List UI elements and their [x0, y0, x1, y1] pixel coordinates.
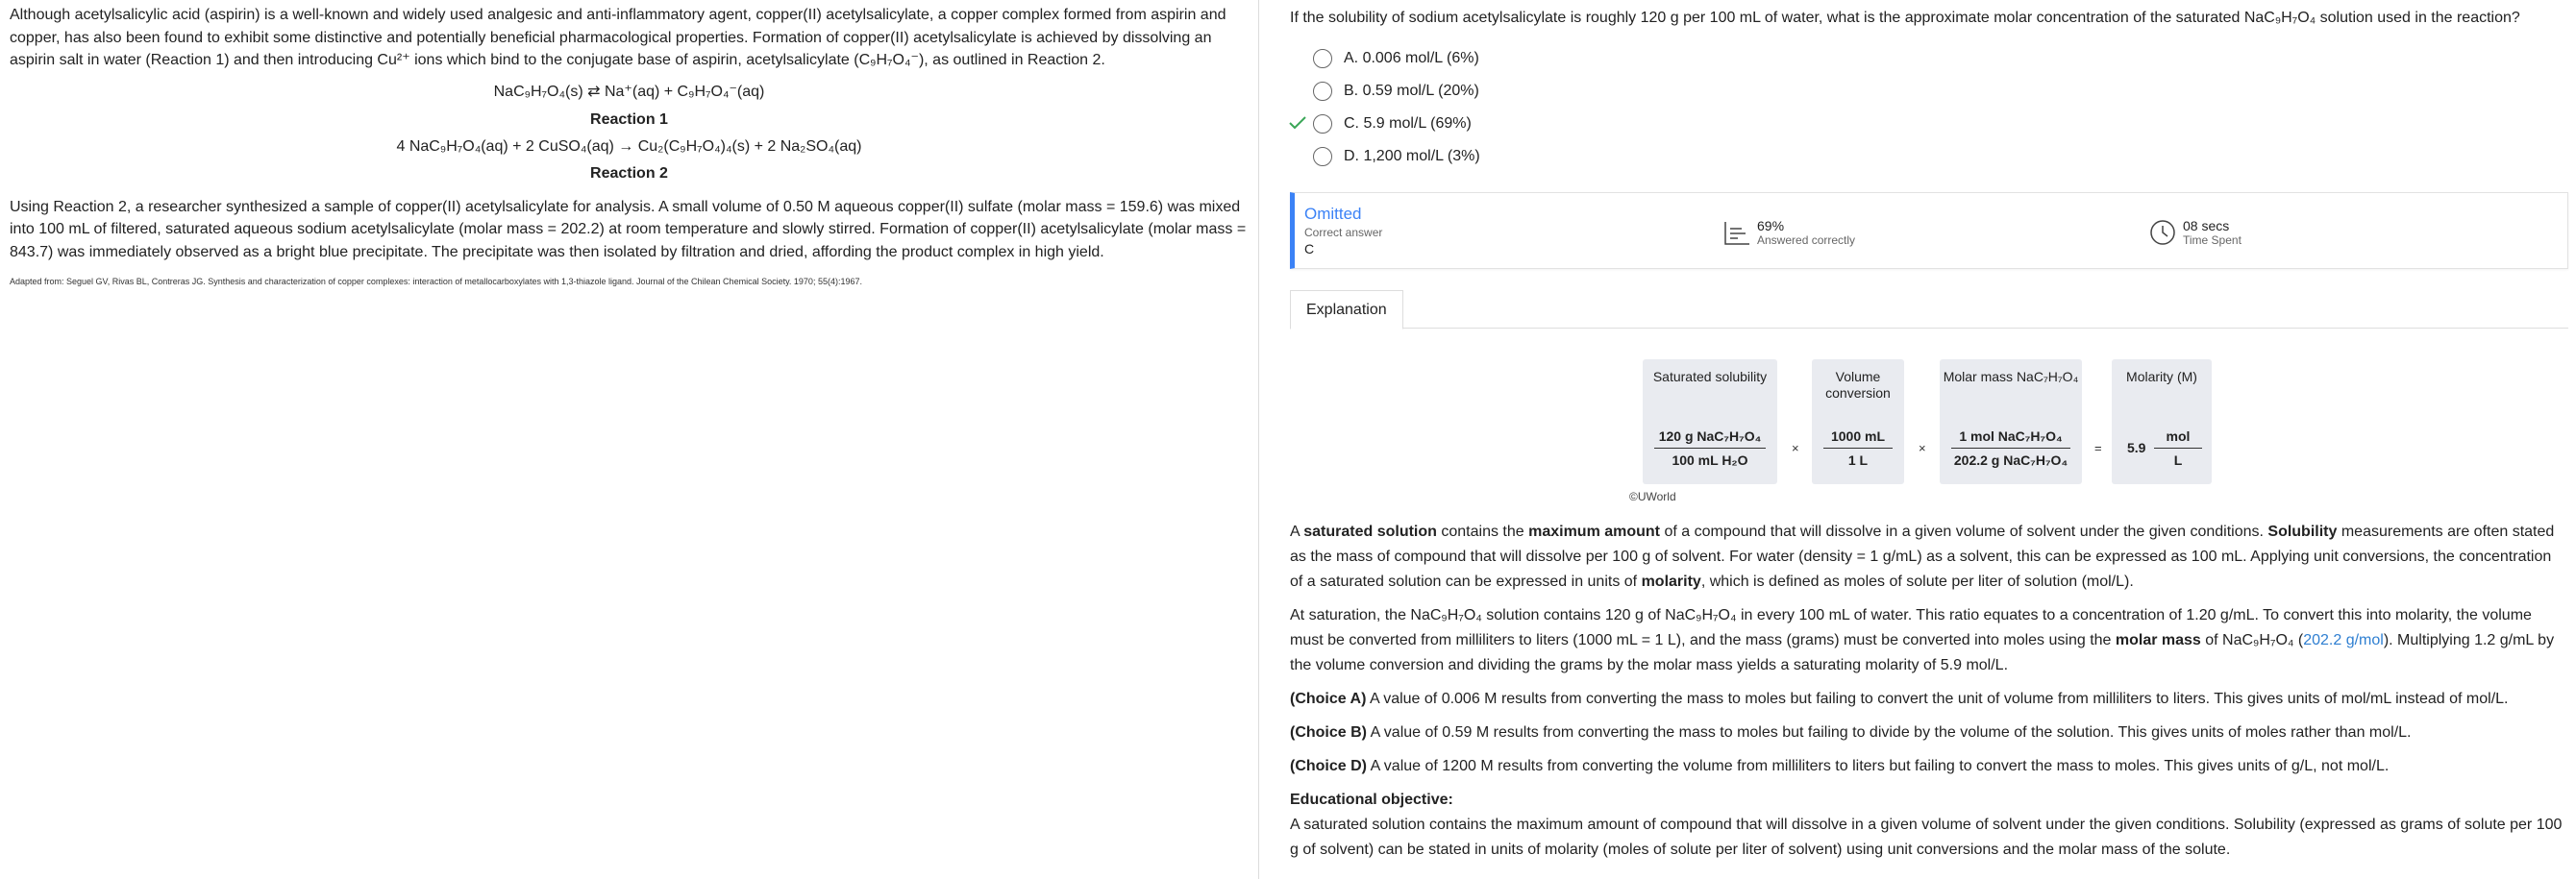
- passage-pane: [0, 0, 1259, 879]
- box-denominator: 202.2 g NaC₇H₇O₄: [1953, 452, 2068, 468]
- reaction-2-label: Reaction 2: [590, 164, 668, 182]
- choice-b-explanation: (Choice B) A value of 0.59 M results from converting the mass to moles but failing to divide by the volume of the solution. This gives units of moles rather than mol/L.: [1290, 724, 2412, 741]
- box-numerator: mol: [2166, 428, 2191, 444]
- radio-button-d[interactable]: [1313, 147, 1332, 166]
- time-value: 08 secs: [2183, 217, 2230, 233]
- answer-choices: [1290, 42, 2576, 173]
- choice-a[interactable]: [1290, 42, 2576, 75]
- conversion-figure: [1290, 359, 2568, 508]
- box-denominator: 1 L: [1847, 452, 1869, 468]
- time-caption: Time Spent: [2183, 232, 2242, 247]
- radio-button-a[interactable]: [1313, 49, 1332, 68]
- percent-value: 69%: [1757, 217, 1785, 233]
- radio-button-c[interactable]: [1313, 114, 1332, 134]
- choice-d-explanation: (Choice D) A value of 1200 M results from converting the volume from milliliters to liters but failing to convert the mass to moles. This gives units of g/L, not mol/L.: [1290, 758, 2390, 774]
- choice-b-label: B. 0.59 mol/L (20%): [1344, 83, 1479, 99]
- passage-paragraph-1: Although acetylsalicylic acid (aspirin) is a well-known and widely used analgesic and anti-inflammatory agent, copper(II) acetylsalicylate, a copper complex formed from aspirin and copper, has also been found to exhibit some distinctive and potentially beneficial pharmacological properties. Formation of copper(II) acetylsalicylate is achieved by dissolving an aspirin salt in water (Reaction 1) and then introducing Cu²⁺ ions which bind to the conjugate base of aspirin, acetylsalicylate (C₉H₇O₄⁻), as outlined in Reaction 2.: [10, 7, 1226, 68]
- tab-bar: [1290, 290, 2568, 329]
- choice-c[interactable]: [1290, 108, 2576, 140]
- box-numerator: 1000 mL: [1830, 428, 1886, 444]
- time-spent-stat: [2148, 218, 2242, 247]
- box-denominator: 100 mL H₂O: [1672, 452, 1748, 468]
- molarity-box: [2112, 359, 2212, 484]
- percent-caption: Answered correctly: [1757, 232, 1856, 247]
- percent-correct-stat: [1722, 218, 1855, 247]
- choice-a-label: A. 0.006 mol/L (6%): [1344, 50, 1479, 66]
- radio-button-b[interactable]: [1313, 82, 1332, 101]
- copyright-text: ©UWorld: [1629, 490, 1676, 503]
- educational-objective-title: Educational objective:: [1290, 792, 1453, 808]
- explanation-paragraph-2: At saturation, the NaC₉H₇O₄ solution contains 120 g of NaC₉H₇O₄ in every 100 mL of water. This ratio equates to a concentration of 1.20 g/mL. To convert this into molarity, the volume must be converted from milliliters to liters (1000 mL = 1 L), and the mass (grams) must be converted into moles using the molar mass of NaC₉H₇O₄ (202.2 g/mol). Multiplying 1.2 g/mL by the volume conversion and dividing the grams by the molar mass yields a saturating molarity of 5.9 mol/L.: [1290, 607, 2555, 673]
- bar-chart-icon: [1722, 218, 1751, 247]
- saturated-solubility-box: [1643, 359, 1777, 484]
- explanation-paragraph-1: A saturated solution contains the maximum amount of a compound that will dissolve in a given volume of solvent under the given conditions. Solubility measurements are often stated as the mass of compound that will dissolve per 100 g of solvent. For water (density = 1 g/mL) as a solvent, this can be expressed as 100 mL. Applying unit conversions, the concentration of a saturated solution can be expressed in units of molarity, which is defined as moles of solute per liter of solution (mol/L).: [1290, 524, 2555, 590]
- box-heading: Volume conversion: [1825, 369, 1891, 401]
- omitted-label: Omitted: [1304, 205, 1362, 223]
- tab-explanation[interactable]: Explanation: [1290, 290, 1403, 330]
- reaction-1-label: Reaction 1: [590, 110, 668, 128]
- stats-panel: [1290, 192, 2568, 269]
- correct-answer-caption: Correct answer: [1304, 226, 1383, 239]
- explanation-body: [1290, 520, 2568, 863]
- box-heading: Molarity (M): [2126, 369, 2197, 384]
- box-heading: Molar mass NaC₇H₇O₄: [1943, 369, 2079, 384]
- box-denominator: L: [2173, 452, 2183, 468]
- choice-d[interactable]: [1290, 140, 2576, 173]
- choice-d-label: D. 1,200 mol/L (3%): [1344, 148, 1480, 164]
- volume-conversion-box: [1812, 359, 1904, 484]
- passage-paragraph-2: Using Reaction 2, a researcher synthesized a sample of copper(II) acetylsalicylate for analysis. A small volume of 0.50 M aqueous copper(II) sulfate (molar mass = 159.6) was mixed into 100 mL of filtered, saturated aqueous sodium acetylsalicylate (molar mass = 202.2) at room temperature and slowly stirred. Formation of copper(II) acetylsalicylate (molar mass = 843.7) was immediately observed as a bright blue precipitate. The precipitate was then isolated by filtration and dried, affording the product complex in high yield.: [10, 198, 1247, 260]
- question-pane: [1259, 0, 2576, 879]
- question-stem: If the solubility of sodium acetylsalicylate is roughly 120 g per 100 mL of water, what is the approximate molar concentration of the saturated NaC₉H₇O₄ solution used in the reaction?: [1290, 10, 2520, 26]
- box-numerator: 1 mol NaC₇H₇O₄: [1959, 428, 2063, 444]
- molar-mass-box: [1940, 359, 2082, 484]
- box-numerator: 120 g NaC₇H₇O₄: [1658, 428, 1762, 444]
- checkmark-icon: [1288, 114, 1307, 132]
- clock-icon: [2148, 218, 2177, 247]
- box-heading: Saturated solubility: [1652, 369, 1768, 384]
- omitted-status: [1304, 205, 1382, 256]
- reaction-1-equation: NaC₉H₇O₄(s) ⇄ Na⁺(aq) + C₉H₇O₄⁻(aq): [493, 83, 765, 100]
- multiply-sign: ×: [1792, 441, 1799, 455]
- multiply-sign: ×: [1919, 441, 1926, 455]
- molarity-value: 5.9: [2127, 440, 2146, 455]
- passage-citation: Adapted from: Seguel GV, Rivas BL, Contreras JG. Synthesis and characterization of copper complexes: interaction of metallocarboxylates with 1,3-thiazole ligand. Journal of the Chilean Chemical Society. 1970; 55(4):1967.: [10, 277, 862, 286]
- molar-mass-link[interactable]: 202.2 g/mol: [2303, 632, 2384, 648]
- choice-c-label: C. 5.9 mol/L (69%): [1344, 115, 1472, 132]
- reaction-2-equation: 4 NaC₉H₇O₄(aq) + 2 CuSO₄(aq) → Cu₂(C₉H₇O₄)₄(s) + 2 Na₂SO₄(aq): [396, 137, 862, 155]
- choice-b[interactable]: [1290, 75, 2576, 108]
- correct-answer-value: C: [1304, 241, 1315, 256]
- equals-sign: =: [2094, 441, 2102, 455]
- choice-a-explanation: (Choice A) A value of 0.006 M results from converting the mass to moles but failing to convert the unit of volume from milliliters to liters. This gives units of mol/mL instead of mol/L.: [1290, 691, 2509, 707]
- educational-objective-text: A saturated solution contains the maximum amount of compound that will dissolve in a given volume of solvent under the given conditions. Solubility (expressed as grams of solute per 100 g of solvent) can be stated in units of molarity (moles of solute per liter of solvent) using unit conversions and the molar mass of the solute.: [1290, 817, 2563, 858]
